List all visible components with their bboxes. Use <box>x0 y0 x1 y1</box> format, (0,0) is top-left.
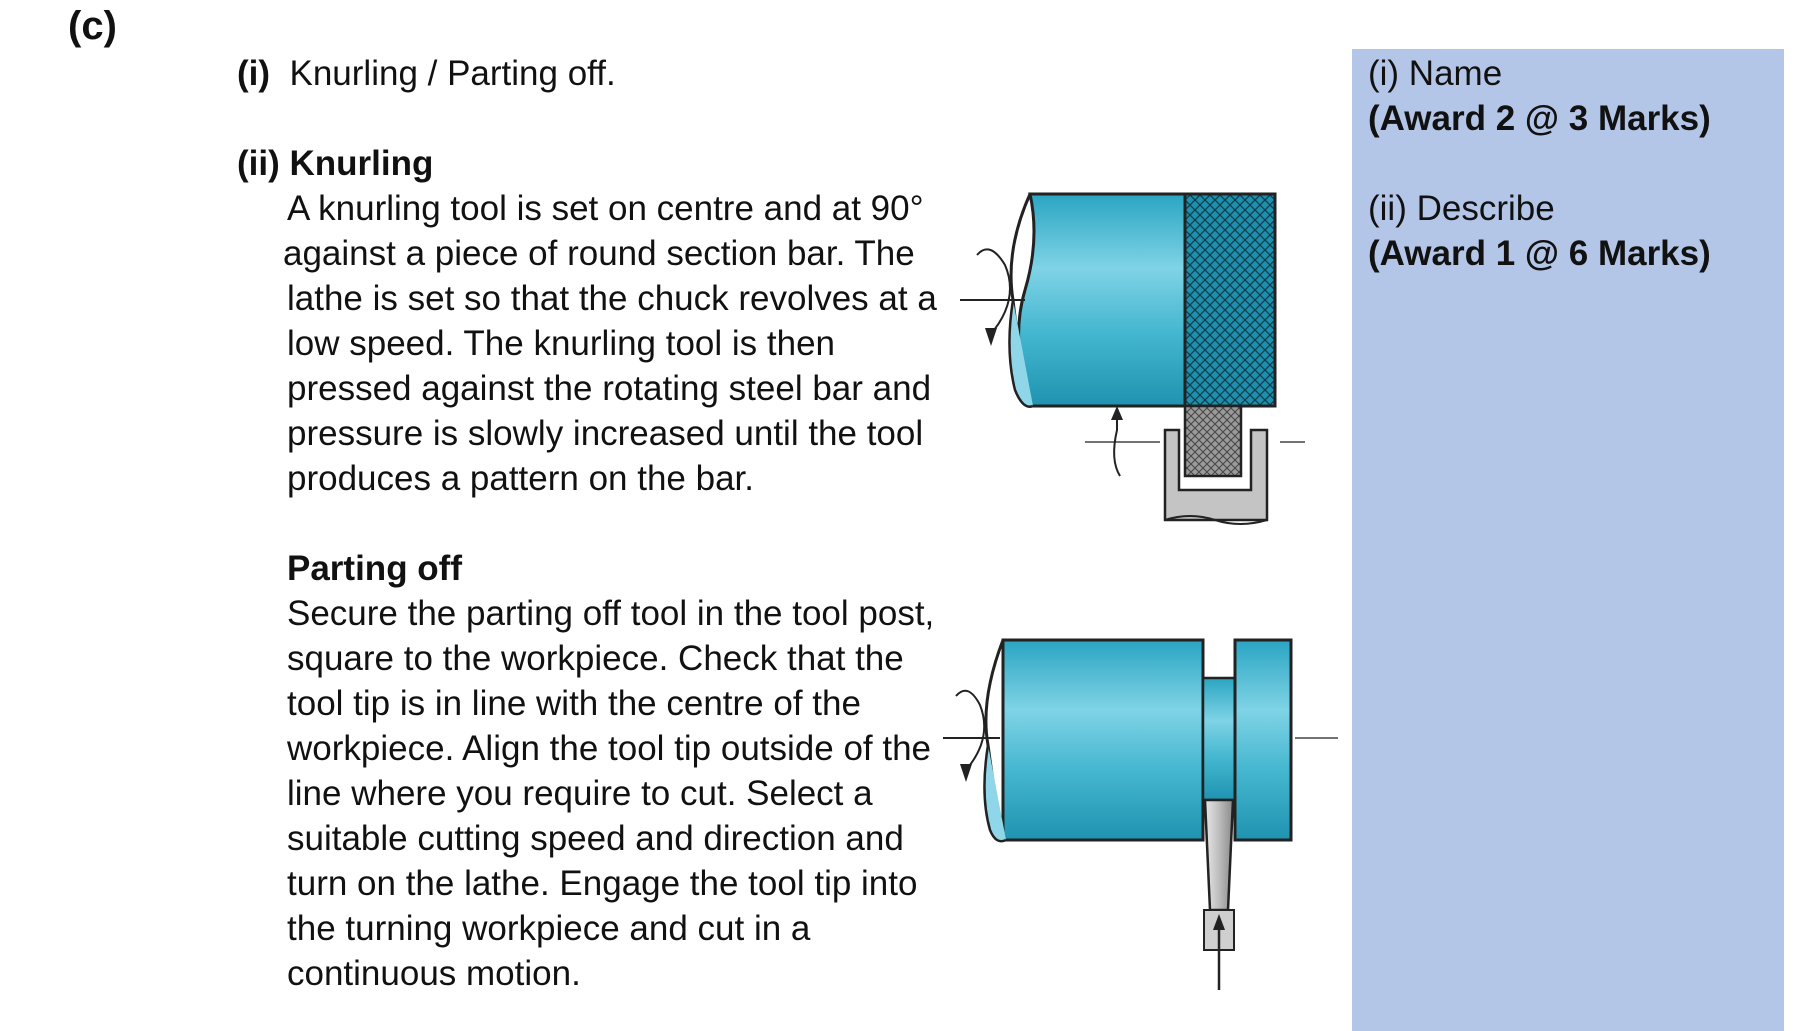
marking-name-label: (i) Name <box>1368 54 1503 93</box>
parting-line: turn on the lathe. Engage the tool tip into <box>287 864 918 903</box>
parting-line: tool tip is in line with the centre of the <box>287 684 861 723</box>
parting-line: workpiece. Align the tool tip outside of the <box>287 729 932 768</box>
marking-describe-award: (Award 1 @ 6 Marks) <box>1368 234 1711 273</box>
knurling-line: against a piece of round section bar. The <box>283 234 915 273</box>
knurling-heading: Knurling <box>289 144 434 183</box>
parting-line: the turning workpiece and cut in a <box>287 909 811 948</box>
marking-guidance-panel <box>1352 49 1784 1031</box>
knurling-line: pressure is slowly increased until the tool <box>287 414 924 453</box>
answer-ii-label: (ii) <box>237 144 280 183</box>
marking-describe-label: (ii) Describe <box>1368 189 1555 228</box>
parting-off-diagram <box>938 630 1348 1000</box>
parting-line: line where you require to cut. Select a <box>287 774 873 813</box>
parting-line: continuous motion. <box>287 954 581 993</box>
knurling-line: A knurling tool is set on centre and at 90° <box>287 189 924 228</box>
knurling-line: low speed. The knurling tool is then <box>287 324 836 363</box>
parting-line: Secure the parting off tool in the tool post, <box>287 594 935 633</box>
parting-line: square to the workpiece. Check that the <box>287 639 904 678</box>
parting-line: suitable cutting speed and direction and <box>287 819 904 858</box>
marking-name-award: (Award 2 @ 3 Marks) <box>1368 99 1711 138</box>
answer-i-text: Knurling / Parting off. <box>289 54 616 93</box>
question-part-label: (c) <box>68 4 117 48</box>
knurling-line: lathe is set so that the chuck revolves at a <box>287 279 937 318</box>
answer-i <box>237 51 616 96</box>
knurling-diagram <box>955 180 1315 530</box>
parting-heading: Parting off <box>287 549 462 588</box>
knurling-line: produces a pattern on the bar. <box>287 459 754 498</box>
answer-i-label: (i) <box>237 54 271 93</box>
answer-ii-heading <box>237 141 433 186</box>
knurling-line: pressed against the rotating steel bar and <box>287 369 932 408</box>
